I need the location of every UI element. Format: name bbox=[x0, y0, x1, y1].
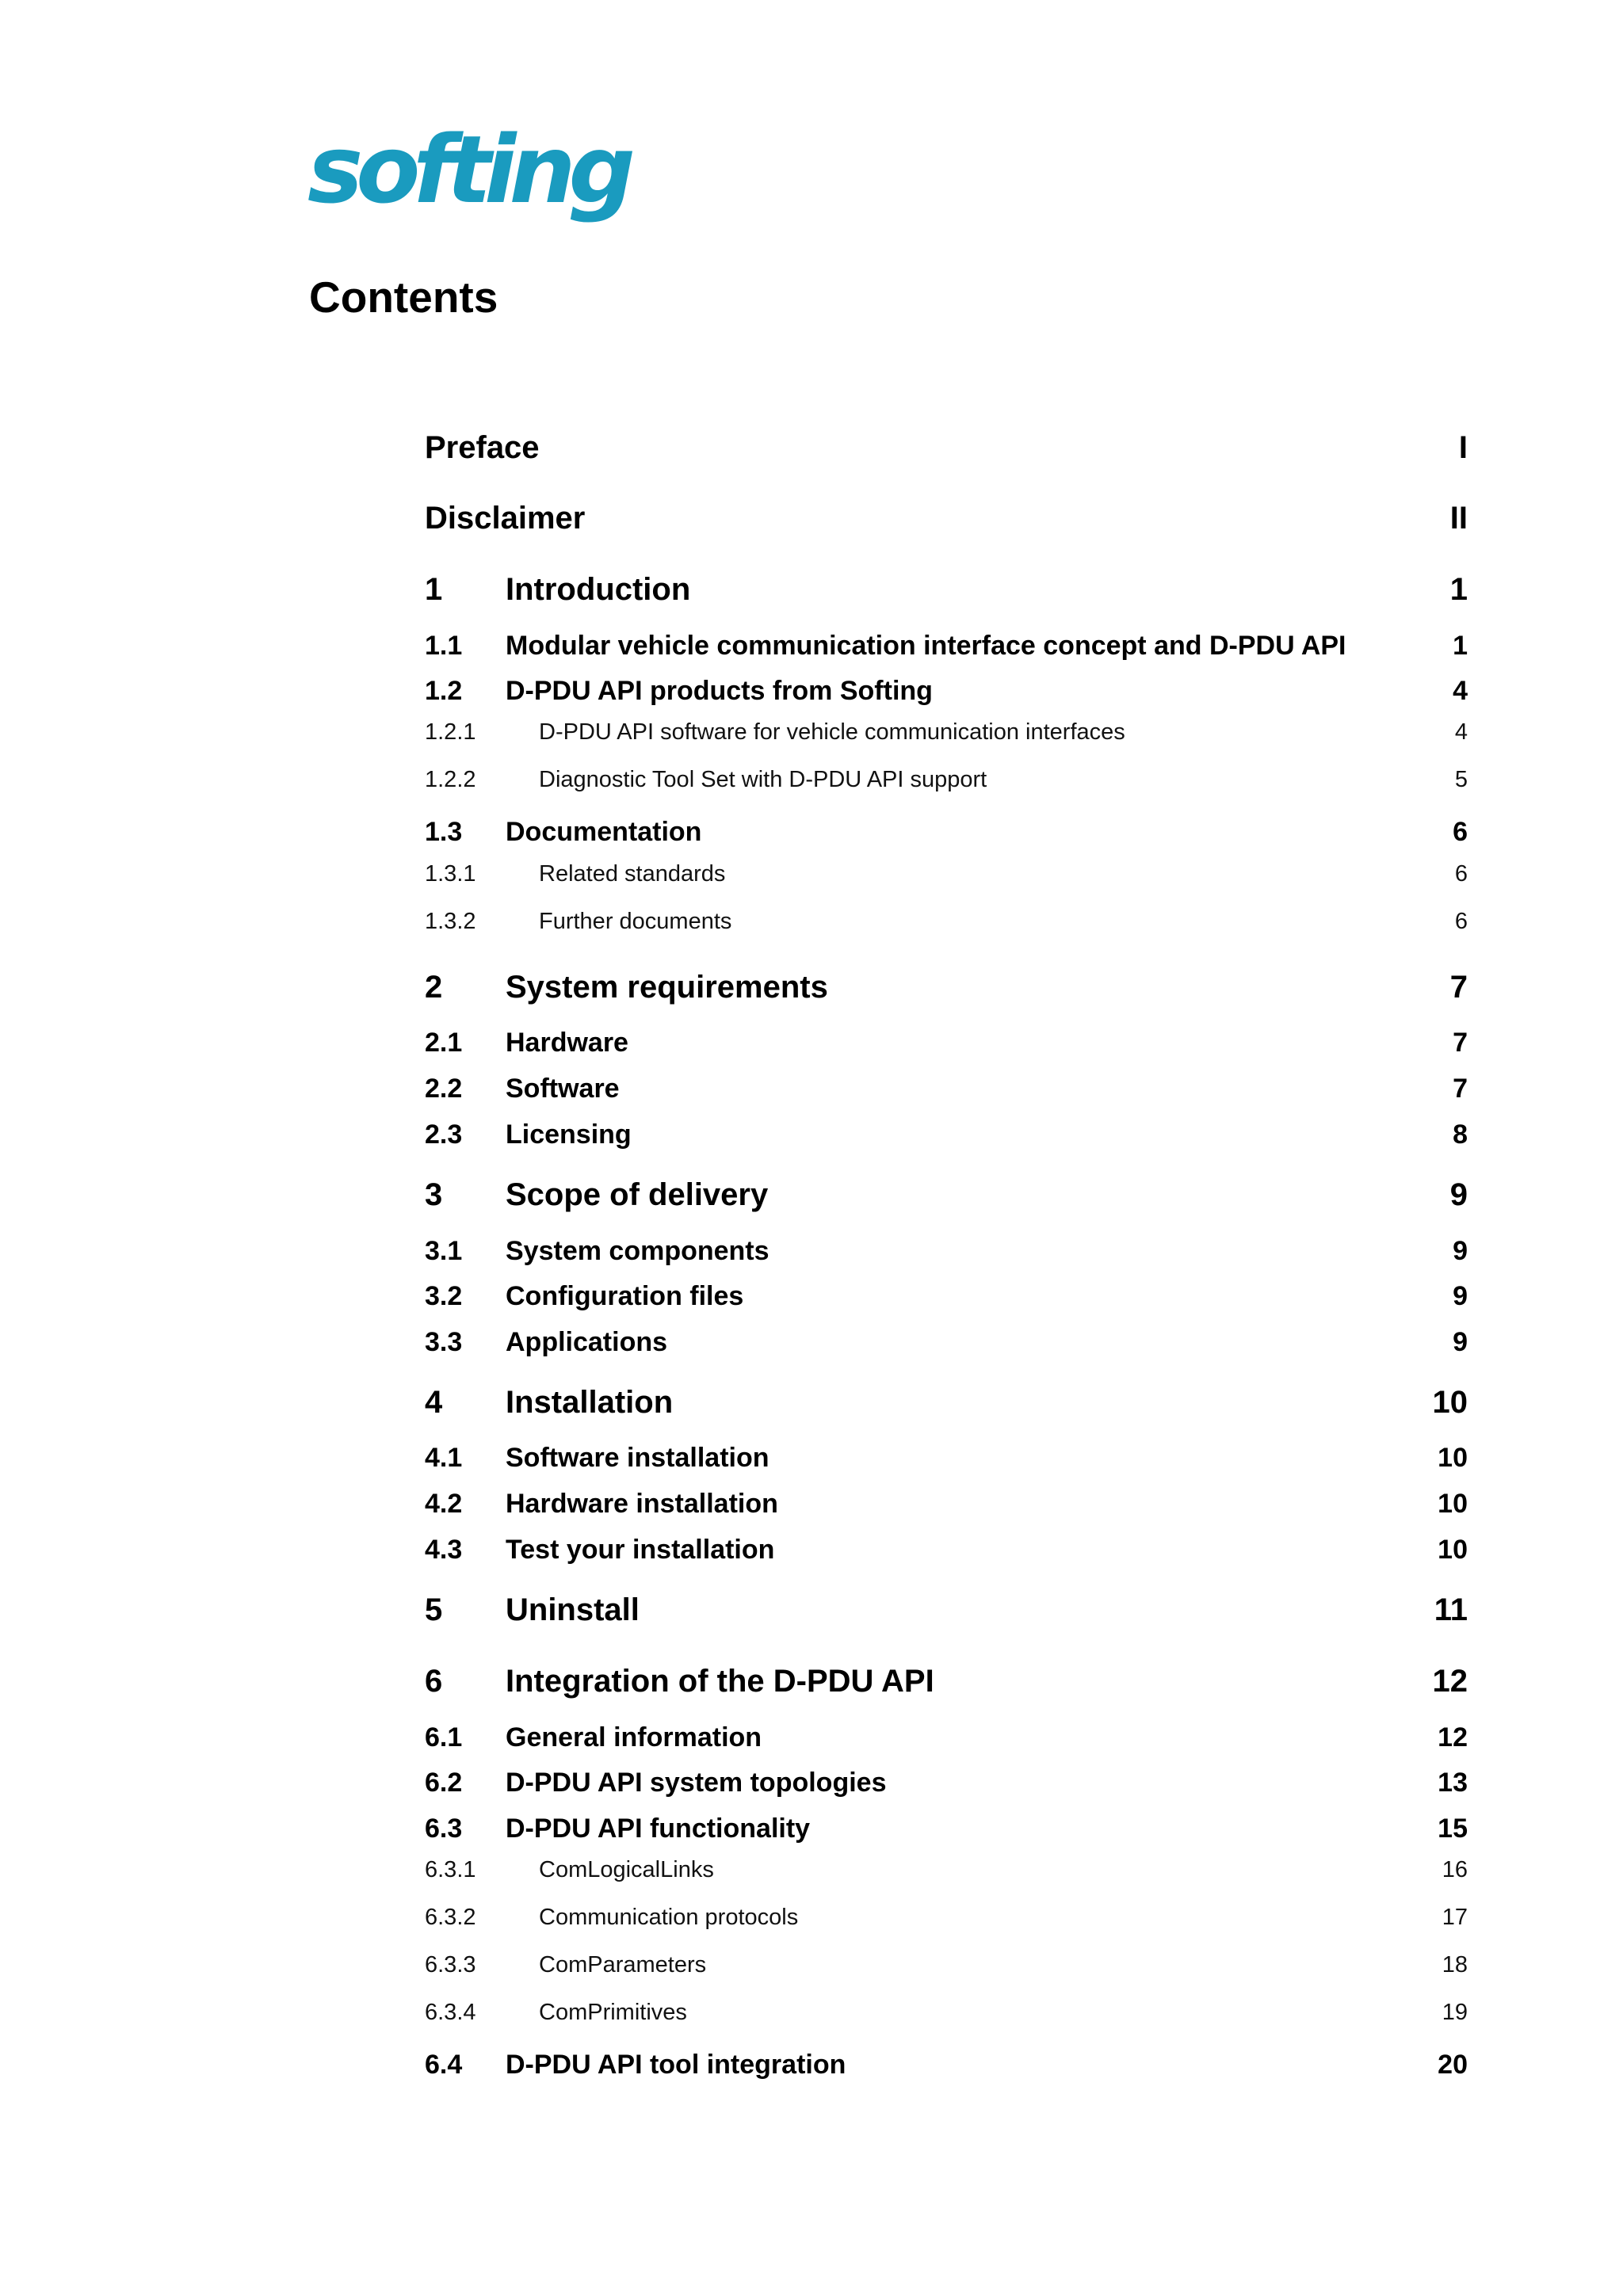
toc-entry-page-number: 8 bbox=[1453, 1119, 1468, 1150]
toc-entry-number: 4.2 bbox=[425, 1489, 463, 1519]
toc-entry-number: 1.1 bbox=[425, 631, 463, 661]
toc-entry-title: Installation bbox=[506, 1385, 674, 1420]
toc-entry-title: D-PDU API software for vehicle communication interfaces bbox=[539, 719, 1125, 745]
toc-entry[interactable] bbox=[425, 898, 1468, 945]
toc-entry[interactable] bbox=[425, 1846, 1468, 1894]
toc-entry-page-number: 7 bbox=[1453, 1028, 1468, 1058]
toc-entry-number: 2.2 bbox=[425, 1074, 463, 1104]
toc-entry-page-number: 4 bbox=[1453, 676, 1468, 706]
toc-entry-page-number: 16 bbox=[1442, 1857, 1468, 1882]
toc-entry-number: 4 bbox=[425, 1385, 443, 1420]
toc-entry-title: Diagnostic Tool Set with D-PDU API support bbox=[539, 767, 987, 792]
toc-entry-number: 6.2 bbox=[425, 1768, 463, 1798]
toc-entry[interactable] bbox=[425, 963, 1468, 1011]
toc-entry-number: 6.3.4 bbox=[425, 2000, 476, 2025]
toc-entry-title: Disclaimer bbox=[425, 501, 586, 536]
toc-entry-page-number: 5 bbox=[1454, 767, 1468, 792]
toc-entry-page-number: 7 bbox=[1453, 1074, 1468, 1104]
toc-entry-title: Further documents bbox=[539, 909, 732, 934]
toc-entry[interactable] bbox=[425, 1586, 1468, 1634]
toc-entry-page-number: 12 bbox=[1432, 1664, 1468, 1699]
toc-entry-title: System components bbox=[506, 1236, 769, 1266]
toc-entry-title: System requirements bbox=[506, 970, 828, 1005]
toc-entry-number: 6 bbox=[425, 1664, 443, 1699]
toc-entry-title: Introduction bbox=[506, 572, 691, 607]
toc-entry-title: D-PDU API system topologies bbox=[506, 1768, 887, 1798]
toc-entry-page-number: 9 bbox=[1453, 1327, 1468, 1357]
toc-entry-number: 5 bbox=[425, 1592, 443, 1627]
toc-entry-title: D-PDU API products from Softing bbox=[506, 676, 933, 706]
toc-entry-page-number: 10 bbox=[1438, 1443, 1468, 1473]
toc-entry[interactable] bbox=[425, 1894, 1468, 1941]
toc-entry-title: D-PDU API tool integration bbox=[506, 2050, 846, 2080]
toc-entry[interactable] bbox=[425, 808, 1468, 856]
toc-entry-number: 6.3.2 bbox=[425, 1905, 476, 1930]
toc-entry-number: 1 bbox=[425, 572, 443, 607]
toc-entry-number: 1.3.1 bbox=[425, 861, 476, 887]
toc-entry-page-number: 10 bbox=[1432, 1385, 1468, 1420]
toc-entry[interactable] bbox=[425, 494, 1468, 542]
toc-entry[interactable] bbox=[425, 1759, 1468, 1806]
toc-entry[interactable] bbox=[425, 1714, 1468, 1761]
toc-entry-page-number: 9 bbox=[1453, 1281, 1468, 1311]
toc-entry-title: Hardware installation bbox=[506, 1489, 778, 1519]
toc-entry-title: General information bbox=[506, 1722, 762, 1753]
toc-entry-number: 6.4 bbox=[425, 2050, 463, 2080]
toc-entry-number: 6.3.3 bbox=[425, 1952, 476, 1978]
toc-entry-title: ComParameters bbox=[539, 1952, 707, 1978]
logo-wordmark: softing bbox=[307, 115, 628, 224]
toc-entry[interactable] bbox=[425, 2041, 1468, 2088]
toc-entry-number: 6.3 bbox=[425, 1814, 463, 1844]
toc-entry[interactable] bbox=[425, 1111, 1468, 1158]
toc-entry-number: 1.2 bbox=[425, 676, 463, 706]
toc-entry-page-number: 6 bbox=[1453, 817, 1468, 847]
toc-entry-number: 2.1 bbox=[425, 1028, 463, 1058]
toc-entry-page-number: 6 bbox=[1454, 861, 1468, 887]
toc-entry-title: Licensing bbox=[506, 1119, 632, 1150]
toc-entry[interactable] bbox=[425, 667, 1468, 715]
toc-entry[interactable] bbox=[425, 1989, 1468, 2036]
toc-entry-title: Software installation bbox=[506, 1443, 769, 1473]
toc-entry[interactable] bbox=[425, 1526, 1468, 1573]
toc-entry-page-number: 20 bbox=[1438, 2050, 1468, 2080]
toc-entry-number: 6.1 bbox=[425, 1722, 463, 1753]
toc-entry-page-number: II bbox=[1449, 501, 1468, 536]
toc-entry-title: Hardware bbox=[506, 1028, 628, 1058]
toc-entry-number: 2 bbox=[425, 970, 443, 1005]
toc-entry-number: 3.1 bbox=[425, 1236, 463, 1266]
toc-entry-number: 2.3 bbox=[425, 1119, 463, 1150]
table-of-contents bbox=[425, 0, 1468, 2296]
toc-entry-number: 3.3 bbox=[425, 1327, 463, 1357]
toc-entry[interactable] bbox=[425, 1480, 1468, 1527]
toc-entry[interactable] bbox=[425, 1434, 1468, 1482]
toc-entry[interactable] bbox=[425, 850, 1468, 898]
toc-entry[interactable] bbox=[425, 1272, 1468, 1320]
toc-entry-page-number: 10 bbox=[1438, 1535, 1468, 1565]
toc-entry-title: Documentation bbox=[506, 817, 702, 847]
toc-entry-title: Modular vehicle communication interface concept and D-PDU API bbox=[506, 631, 1346, 661]
toc-entry-title: Communication protocols bbox=[539, 1905, 799, 1930]
toc-entry-number: 3 bbox=[425, 1177, 443, 1212]
toc-entry-title: Integration of the D-PDU API bbox=[506, 1664, 934, 1699]
toc-entry-title: Scope of delivery bbox=[506, 1177, 769, 1212]
toc-entry-page-number: 17 bbox=[1442, 1905, 1468, 1930]
toc-entry[interactable] bbox=[425, 1227, 1468, 1275]
toc-entry-title: Applications bbox=[506, 1327, 668, 1357]
toc-entry[interactable] bbox=[425, 1379, 1468, 1426]
toc-entry-page-number: 9 bbox=[1449, 1177, 1468, 1212]
toc-entry[interactable] bbox=[425, 756, 1468, 803]
toc-entry-title: Preface bbox=[425, 430, 540, 465]
toc-entry-title: ComLogicalLinks bbox=[539, 1857, 714, 1882]
toc-entry-number: 3.2 bbox=[425, 1281, 463, 1311]
toc-entry-title: Software bbox=[506, 1074, 620, 1104]
toc-entry-title: D-PDU API functionality bbox=[506, 1814, 811, 1844]
toc-entry-page-number: 1 bbox=[1453, 631, 1468, 661]
toc-entry[interactable] bbox=[425, 1318, 1468, 1366]
toc-entry-number: 1.2.1 bbox=[425, 719, 476, 745]
toc-entry-page-number: 9 bbox=[1453, 1236, 1468, 1266]
toc-entry[interactable] bbox=[425, 1941, 1468, 1989]
toc-entry-title: Related standards bbox=[539, 861, 726, 887]
toc-entry-page-number: 10 bbox=[1438, 1489, 1468, 1519]
toc-entry[interactable] bbox=[425, 1065, 1468, 1112]
toc-entry-page-number: 11 bbox=[1434, 1592, 1468, 1627]
toc-entry[interactable] bbox=[425, 566, 1468, 613]
toc-entry[interactable] bbox=[425, 1171, 1468, 1219]
page-title: Contents bbox=[309, 273, 498, 322]
toc-entry-page-number: 18 bbox=[1442, 1952, 1468, 1978]
toc-entry-page-number: 12 bbox=[1438, 1722, 1468, 1753]
toc-entry-page-number: 1 bbox=[1449, 572, 1468, 607]
toc-entry-page-number: 4 bbox=[1454, 719, 1468, 745]
toc-entry[interactable] bbox=[425, 1019, 1468, 1066]
toc-entry-page-number: 13 bbox=[1438, 1768, 1468, 1798]
toc-entry-number: 1.3 bbox=[425, 817, 463, 847]
toc-entry[interactable] bbox=[425, 708, 1468, 756]
toc-entry-title: Configuration files bbox=[506, 1281, 744, 1311]
toc-entry-number: 1.3.2 bbox=[425, 909, 476, 934]
toc-entry[interactable] bbox=[425, 622, 1468, 669]
toc-entry-number: 1.2.2 bbox=[425, 767, 476, 792]
toc-entry-page-number: 19 bbox=[1442, 2000, 1468, 2025]
toc-entry[interactable] bbox=[425, 424, 1468, 471]
toc-entry-number: 4.3 bbox=[425, 1535, 463, 1565]
toc-entry-page-number: 15 bbox=[1438, 1814, 1468, 1844]
toc-entry-page-number: 7 bbox=[1449, 970, 1468, 1005]
toc-entry-number: 6.3.1 bbox=[425, 1857, 476, 1882]
toc-entry[interactable] bbox=[425, 1805, 1468, 1852]
toc-entry[interactable] bbox=[425, 1657, 1468, 1705]
toc-entry-title: Uninstall bbox=[506, 1592, 640, 1627]
toc-entry-title: Test your installation bbox=[506, 1535, 775, 1565]
toc-entry-page-number: I bbox=[1458, 430, 1468, 465]
toc-entry-number: 4.1 bbox=[425, 1443, 463, 1473]
toc-entry-title: ComPrimitives bbox=[539, 2000, 687, 2025]
toc-entry-page-number: 6 bbox=[1454, 909, 1468, 934]
